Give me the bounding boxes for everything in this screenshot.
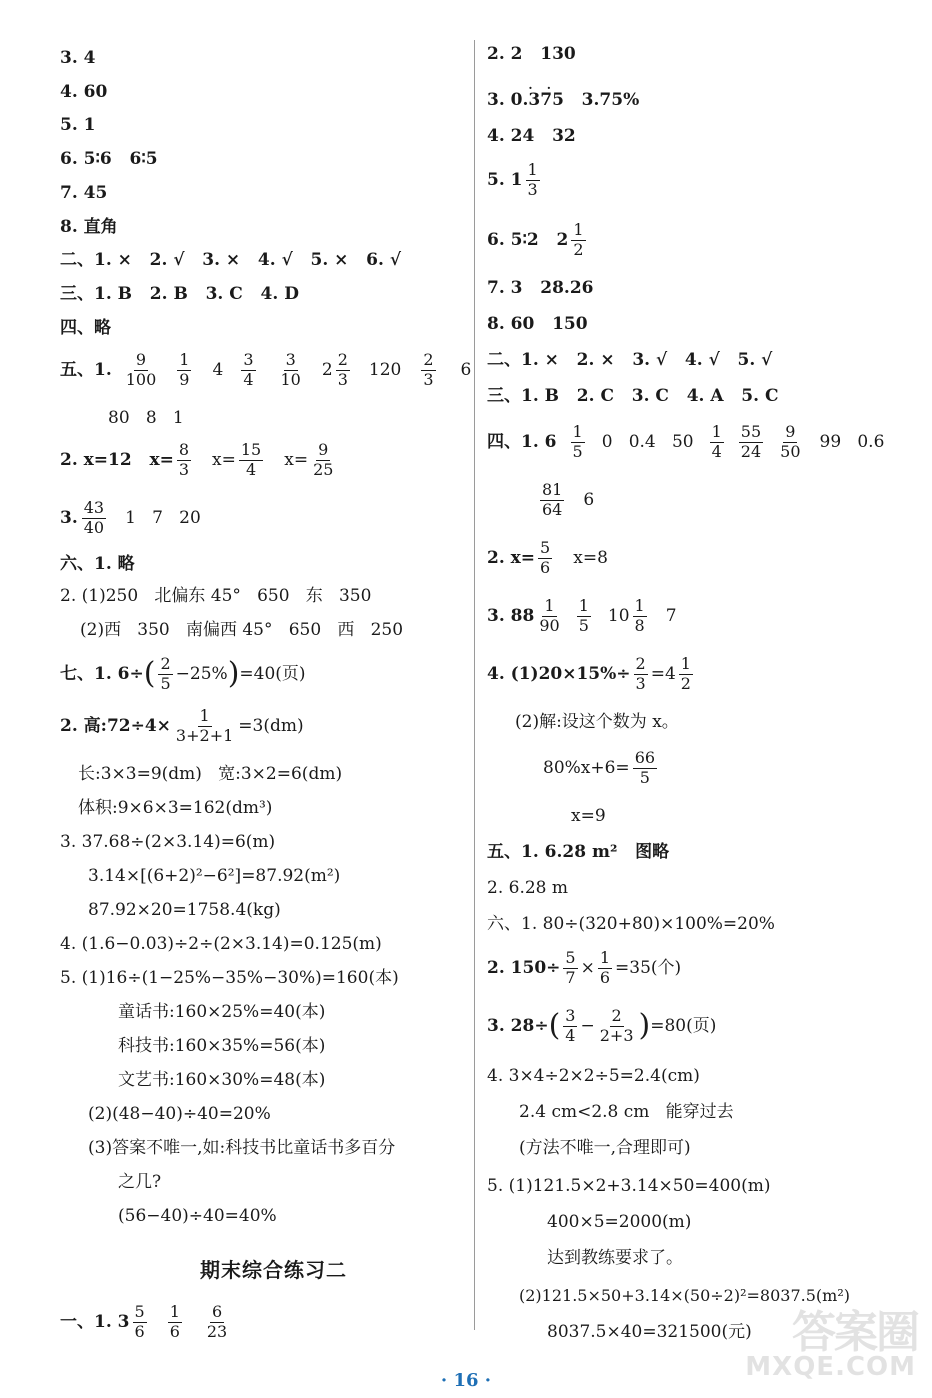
answer-line: 三、1. B 2. B 3. C 4. D — [60, 284, 299, 304]
answer-line: 5. (1)121.5×2+3.14×50=400(m) — [487, 1176, 771, 1196]
answer-line: 5. 1 — [60, 115, 96, 135]
answer-line: 80 8 1 — [108, 408, 184, 428]
answer-line: 2.4 cm<2.8 cm 能穿过去 — [519, 1102, 734, 1122]
answer-line: 5. 1 $\frac{1}{3}$ — [487, 160, 538, 199]
fraction: $\frac{9}{25}$ — [313, 440, 334, 479]
answer-line: 7. 3 28.26 — [487, 278, 594, 298]
answer-line: x=9 — [571, 806, 606, 826]
answer-line: 一、1. 3 $\frac{5}{6}$ $\frac{1}{6}$ $\frac{6}{23}$ — [60, 1302, 228, 1341]
answer-line: 之几? — [118, 1172, 162, 1192]
answer-line: 二、1. × 2. √ 3. × 4. √ 5. × 6. √ — [60, 250, 402, 270]
answer-line: 80%x+6= $\frac{66}{5}$ — [543, 748, 656, 787]
fraction: $\frac{9}{100}$ — [125, 350, 157, 389]
fraction: $\frac{15}{4}$ — [240, 440, 262, 479]
answer-line: 6. 5∶6 6∶5 — [60, 149, 158, 169]
answer-line: 87.92×20=1758.4(kg) — [88, 900, 281, 920]
fraction: $\frac{5}{6}$ — [540, 538, 551, 577]
fraction: $\frac{43}{40}$ — [83, 498, 105, 537]
answer-line: 六、1. 略 — [60, 554, 135, 574]
fraction: $\frac{1}{90}$ — [539, 596, 560, 635]
answer-line: 3. 4 — [60, 48, 96, 68]
answer-line: (2)解:设这个数为 x。 — [515, 712, 679, 732]
answer-line: 4. 60 — [60, 82, 108, 102]
answer-line: (2)121.5×50+3.14×(50÷2)²=8037.5(m²) — [519, 1286, 850, 1305]
answer-line: 2. 2 130 — [487, 44, 576, 64]
answer-line: 二、1. × 2. × 3. √ 4. √ 5. √ — [487, 350, 773, 370]
answer-line: 3. 37.68÷(2×3.14)=6(m) — [60, 832, 276, 852]
fraction: $\frac{81}{64}$ — [542, 480, 563, 519]
watermark-url: MXQE.COM — [745, 1352, 916, 1382]
answer-line: 2. 150÷ $\frac{5}{7}$ × $\frac{1}{6}$ =35(个) — [487, 948, 682, 987]
answer-line: (3)答案不唯一,如:科技书比童话书多百分 — [88, 1138, 396, 1158]
fraction: $\frac{2}{5}$ — [160, 654, 171, 693]
fraction: $\frac{3}{10}$ — [280, 350, 301, 389]
watermark-logo — [746, 1290, 926, 1390]
fraction: $\frac{1}{2}$ — [680, 654, 691, 693]
answer-line: 8037.5×40=321500(元) — [547, 1322, 752, 1342]
answer-line: (56−40)÷40=40% — [118, 1206, 277, 1226]
answer-line: 2. x=12 x= $\frac{8}{3}$ x= $\frac{15}{4}$ x= $\frac{9}{25}$ — [60, 440, 334, 479]
answer-line: 5. (1)16÷(1−25%−35%−30%)=160(本) — [60, 968, 399, 988]
fraction: $\frac{2}{3}$ — [635, 654, 646, 693]
answer-line: 科技书:160×35%=56(本) — [118, 1036, 326, 1056]
answer-line: 4. 3×4÷2×2÷5=2.4(cm) — [487, 1066, 700, 1086]
fraction: $\frac{1}{5}$ — [572, 422, 583, 461]
fraction: $\frac{1}{3+2+1}$ — [175, 706, 234, 745]
paren-close: ) — [227, 656, 240, 692]
answer-line: 3. 88 $\frac{1}{90}$ $\frac{1}{5}$ 10 $\frac{1}{8}$ 7 — [487, 596, 677, 635]
fraction: $\frac{9}{50}$ — [780, 422, 801, 461]
answer-line: 童话书:160×25%=40(本) — [118, 1002, 326, 1022]
answer-line: 3. $\frac{43}{40}$ 1 7 20 — [60, 498, 201, 537]
answer-line: (2)(48−40)÷40=20% — [88, 1104, 271, 1124]
fraction: $\frac{1}{6}$ — [599, 948, 611, 987]
answer-line: 2. 高:72÷4× $\frac{1}{3+2+1}$ =3(dm) — [60, 706, 304, 745]
answer-line: 2. x= $\frac{5}{6}$ x=8 — [487, 538, 608, 577]
fraction: $\frac{1}{9}$ — [179, 350, 190, 389]
fraction: $\frac{1}{3}$ — [527, 160, 538, 199]
answer-line: 达到教练要求了。 — [547, 1248, 683, 1268]
answer-line: 2. 6.28 m — [487, 878, 568, 898]
answer-line: 七、1. 6÷ ( $\frac{2}{5}$ −25% ) =40(页) — [60, 654, 306, 693]
paren-open: ( — [143, 656, 156, 692]
answer-line: 6. 5∶2 2 $\frac{1}{2}$ — [487, 220, 584, 259]
answer-line: 3. 28÷ ( $\frac{3}{4}$ − $\frac{2}{2+3}$ ) =80(页) — [487, 1006, 717, 1045]
fraction: $\frac{1}{8}$ — [634, 596, 645, 635]
answer-line: 7. 45 — [60, 183, 108, 203]
fraction: $\frac{2}{3}$ — [423, 350, 434, 389]
answer-line: 4. 24 32 — [487, 126, 576, 146]
answer-line: 体积:9×6×3=162(dm³) — [78, 798, 273, 818]
fraction: $\frac{2}{3}$ — [337, 350, 348, 389]
answer-line: 8. 直角 — [60, 217, 118, 237]
fraction: $\frac{1}{5}$ — [578, 596, 589, 635]
answer-line: 8. 60 150 — [487, 314, 588, 334]
fraction: $\frac{8}{3}$ — [178, 440, 190, 479]
answer-line: 长:3×3=9(dm) 宽:3×2=6(dm) — [78, 764, 343, 784]
answer-line: $\frac{81}{64}$ 6 — [542, 480, 595, 519]
fraction: $\frac{66}{5}$ — [634, 748, 656, 787]
answer-line: 400×5=2000(m) — [547, 1212, 692, 1232]
answer-line: 五、1. 6.28 m² 图略 — [487, 842, 670, 862]
answer-line: 3.14×[(6+2)²−6²]=87.92(m²) — [88, 866, 341, 886]
paren-close: ) — [638, 1008, 651, 1044]
answer-line: 四、1. 6 $\frac{1}{5}$ 0 0.4 50 $\frac{1}{4}$ $\frac{55}{24}$ $\frac{9}{50}$ 99 0.6 — [487, 422, 885, 461]
answer-line: (2)西 350 南偏西 45° 650 西 250 — [80, 620, 404, 640]
fraction: $\frac{5}{7}$ — [565, 948, 576, 987]
answer-line: 五、1. $\frac{9}{100}$ $\frac{1}{9}$ 4 $\frac{3}{4}$ $\frac{3}{10}$ 2 $\frac{2}{3}$ 120 $\frac{2}{3}$ 6 — [60, 350, 472, 389]
answer-line: 六、1. 80÷(320+80)×100%=20% — [487, 914, 775, 934]
watermark-text: 答案圈 — [792, 1307, 918, 1358]
page-number: · 16 · — [440, 1370, 492, 1391]
answer-line: 三、1. B 2. C 3. C 4. A 5. C — [487, 386, 779, 406]
answer-line: 3. 0. · · 375 3.75% — [487, 92, 639, 109]
fraction: $\frac{1}{2}$ — [573, 220, 584, 259]
fraction: $\frac{1}{6}$ — [169, 1302, 180, 1341]
answer-line: 四、略 — [60, 318, 111, 338]
answer-line: 4. (1.6−0.03)÷2÷(2×3.14)=0.125(m) — [60, 934, 382, 954]
repeating-decimal: · · 375 — [528, 92, 564, 109]
paren-open: ( — [548, 1008, 561, 1044]
fraction: $\frac{5}{6}$ — [134, 1302, 145, 1341]
fraction: $\frac{3}{4}$ — [243, 350, 254, 389]
fraction: $\frac{1}{4}$ — [711, 422, 722, 461]
section-heading: 期末综合练习二 — [200, 1258, 347, 1282]
answer-line: 2. (1)250 北偏东 45° 650 东 350 — [60, 586, 372, 606]
answer-line: 4. (1)20×15%÷ $\frac{2}{3}$ =4 $\frac{1}{2}$ — [487, 654, 691, 693]
fraction: $\frac{2}{2+3}$ — [599, 1006, 634, 1045]
answer-line: (方法不唯一,合理即可) — [519, 1138, 691, 1158]
fraction: $\frac{3}{4}$ — [565, 1006, 576, 1045]
answer-line: 文艺书:160×30%=48(本) — [118, 1070, 326, 1090]
fraction: $\frac{55}{24}$ — [740, 422, 762, 461]
column-divider — [474, 40, 475, 1330]
fraction: $\frac{6}{23}$ — [206, 1302, 228, 1341]
